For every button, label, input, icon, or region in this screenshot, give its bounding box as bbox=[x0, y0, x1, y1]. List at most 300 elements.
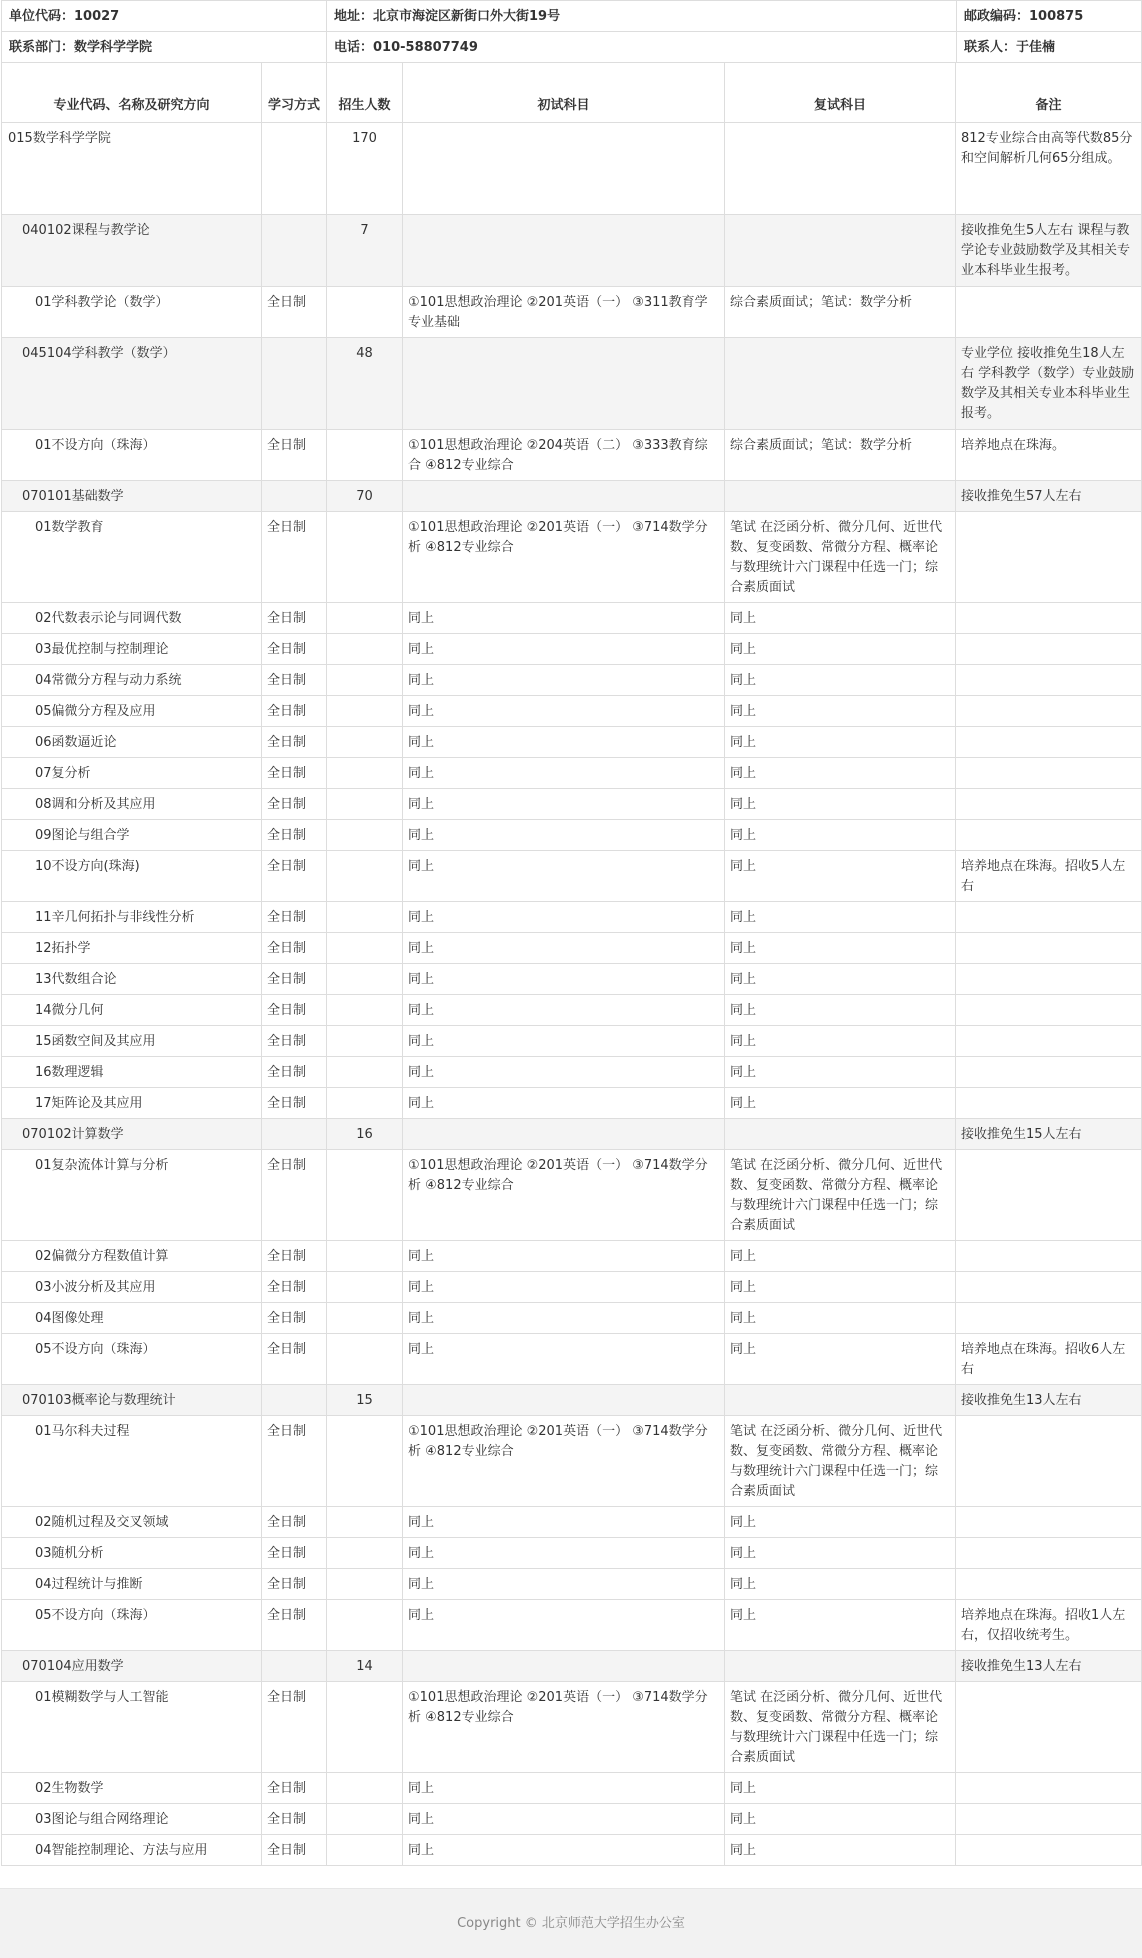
row-note bbox=[956, 902, 1142, 933]
row-study-mode: 全日制 bbox=[262, 789, 327, 820]
row-major-name: 070103概率论与数理统计 bbox=[2, 1385, 262, 1416]
row-note: 接收推免生5人左右 课程与教学论专业鼓励数学及其相关专业本科毕业生报考。 bbox=[956, 215, 1142, 287]
table-row bbox=[2, 1600, 1142, 1651]
row-note bbox=[956, 1682, 1142, 1773]
row-retest bbox=[725, 123, 956, 215]
table-row bbox=[2, 1272, 1142, 1303]
row-retest bbox=[725, 1119, 956, 1150]
row-major-name: 015数学科学学院 bbox=[2, 123, 262, 215]
row-major-name: 07复分析 bbox=[2, 758, 262, 789]
table-row bbox=[2, 789, 1142, 820]
row-enrollment-count: 7 bbox=[327, 215, 403, 287]
row-study-mode: 全日制 bbox=[262, 964, 327, 995]
row-study-mode bbox=[262, 123, 327, 215]
row-note: 接收推免生13人左右 bbox=[956, 1385, 1142, 1416]
row-note bbox=[956, 820, 1142, 851]
table-row bbox=[2, 1538, 1142, 1569]
row-study-mode: 全日制 bbox=[262, 933, 327, 964]
row-study-mode: 全日制 bbox=[262, 1088, 327, 1119]
row-initial-exam: 同上 bbox=[403, 1600, 725, 1651]
unit-info-table bbox=[1, 0, 1142, 63]
row-retest: 同上 bbox=[725, 789, 956, 820]
row-note: 培养地点在珠海。招收6人左右 bbox=[956, 1334, 1142, 1385]
row-enrollment-count bbox=[327, 727, 403, 758]
row-initial-exam: 同上 bbox=[403, 820, 725, 851]
row-enrollment-count bbox=[327, 1507, 403, 1538]
row-major-name: 01不设方向（珠海） bbox=[2, 430, 262, 481]
row-note: 接收推免生15人左右 bbox=[956, 1119, 1142, 1150]
row-study-mode: 全日制 bbox=[262, 665, 327, 696]
row-note bbox=[956, 1241, 1142, 1272]
row-major-name: 04图像处理 bbox=[2, 1303, 262, 1334]
row-initial-exam: 同上 bbox=[403, 1057, 725, 1088]
row-study-mode: 全日制 bbox=[262, 1272, 327, 1303]
row-major-name: 04常微分方程与动力系统 bbox=[2, 665, 262, 696]
table-row bbox=[2, 665, 1142, 696]
row-major-name: 01复杂流体计算与分析 bbox=[2, 1150, 262, 1241]
row-major-name: 16数理逻辑 bbox=[2, 1057, 262, 1088]
row-study-mode: 全日制 bbox=[262, 1303, 327, 1334]
row-study-mode bbox=[262, 215, 327, 287]
row-study-mode bbox=[262, 481, 327, 512]
row-major-name: 11辛几何拓扑与非线性分析 bbox=[2, 902, 262, 933]
row-initial-exam: 同上 bbox=[403, 964, 725, 995]
col-header-count: 招生人数 bbox=[327, 63, 403, 123]
row-major-name: 05不设方向（珠海） bbox=[2, 1334, 262, 1385]
row-enrollment-count bbox=[327, 789, 403, 820]
row-initial-exam: 同上 bbox=[403, 789, 725, 820]
row-retest: 同上 bbox=[725, 1569, 956, 1600]
row-major-name: 02随机过程及交叉领域 bbox=[2, 1507, 262, 1538]
row-retest: 综合素质面试；笔试：数学分析 bbox=[725, 430, 956, 481]
row-enrollment-count: 14 bbox=[327, 1651, 403, 1682]
row-major-name: 070101基础数学 bbox=[2, 481, 262, 512]
row-major-name: 01学科教学论（数学） bbox=[2, 287, 262, 338]
postcode: 邮政编码：100875 bbox=[957, 1, 1142, 32]
row-initial-exam: 同上 bbox=[403, 1241, 725, 1272]
row-study-mode bbox=[262, 1119, 327, 1150]
table-body bbox=[2, 123, 1142, 1866]
row-study-mode: 全日制 bbox=[262, 1773, 327, 1804]
row-major-name: 05不设方向（珠海） bbox=[2, 1600, 262, 1651]
row-enrollment-count bbox=[327, 820, 403, 851]
admission-table bbox=[1, 62, 1142, 1866]
row-study-mode: 全日制 bbox=[262, 1057, 327, 1088]
table-row bbox=[2, 1150, 1142, 1241]
row-retest: 同上 bbox=[725, 995, 956, 1026]
row-initial-exam: 同上 bbox=[403, 603, 725, 634]
row-initial-exam: 同上 bbox=[403, 1088, 725, 1119]
row-retest: 同上 bbox=[725, 1600, 956, 1651]
row-major-name: 15函数空间及其应用 bbox=[2, 1026, 262, 1057]
major-group-row bbox=[2, 215, 1142, 287]
row-study-mode: 全日制 bbox=[262, 1241, 327, 1272]
row-enrollment-count bbox=[327, 1538, 403, 1569]
row-initial-exam bbox=[403, 123, 725, 215]
row-major-name: 03图论与组合网络理论 bbox=[2, 1804, 262, 1835]
row-major-name: 01马尔科夫过程 bbox=[2, 1416, 262, 1507]
unit-code: 单位代码：10027 bbox=[2, 1, 327, 32]
row-note bbox=[956, 634, 1142, 665]
row-study-mode: 全日制 bbox=[262, 1569, 327, 1600]
row-retest bbox=[725, 338, 956, 430]
table-row bbox=[2, 1241, 1142, 1272]
row-study-mode: 全日制 bbox=[262, 634, 327, 665]
footer bbox=[0, 1888, 1142, 1958]
row-initial-exam bbox=[403, 481, 725, 512]
row-note bbox=[956, 512, 1142, 603]
row-major-name: 02代数表示论与同调代数 bbox=[2, 603, 262, 634]
row-initial-exam: 同上 bbox=[403, 902, 725, 933]
row-study-mode: 全日制 bbox=[262, 995, 327, 1026]
row-initial-exam: ①101思想政治理论 ②204英语（二） ③333教育综合 ④812专业综合 bbox=[403, 430, 725, 481]
row-retest: 同上 bbox=[725, 902, 956, 933]
row-study-mode: 全日制 bbox=[262, 1835, 327, 1866]
row-study-mode: 全日制 bbox=[262, 902, 327, 933]
row-note bbox=[956, 1416, 1142, 1507]
row-retest: 同上 bbox=[725, 1026, 956, 1057]
row-note bbox=[956, 964, 1142, 995]
row-enrollment-count bbox=[327, 603, 403, 634]
table-row bbox=[2, 1682, 1142, 1773]
table-row bbox=[2, 603, 1142, 634]
col-header-retest: 复试科目 bbox=[725, 63, 956, 123]
row-enrollment-count: 16 bbox=[327, 1119, 403, 1150]
row-retest: 同上 bbox=[725, 820, 956, 851]
row-initial-exam: 同上 bbox=[403, 634, 725, 665]
row-major-name: 040102课程与教学论 bbox=[2, 215, 262, 287]
row-study-mode: 全日制 bbox=[262, 851, 327, 902]
table-row bbox=[2, 123, 1142, 215]
row-initial-exam: 同上 bbox=[403, 1538, 725, 1569]
major-group-row bbox=[2, 338, 1142, 430]
row-study-mode bbox=[262, 1651, 327, 1682]
phone: 电话：010-58807749 bbox=[327, 32, 957, 63]
row-major-name: 02偏微分方程数值计算 bbox=[2, 1241, 262, 1272]
row-initial-exam: 同上 bbox=[403, 1334, 725, 1385]
major-group-row bbox=[2, 1385, 1142, 1416]
row-enrollment-count bbox=[327, 1303, 403, 1334]
row-note bbox=[956, 1804, 1142, 1835]
row-retest: 同上 bbox=[725, 1835, 956, 1866]
table-row bbox=[2, 1416, 1142, 1507]
row-note: 培养地点在珠海。招收1人左右，仅招收统考生。 bbox=[956, 1600, 1142, 1651]
row-enrollment-count bbox=[327, 1334, 403, 1385]
row-enrollment-count bbox=[327, 902, 403, 933]
row-enrollment-count bbox=[327, 933, 403, 964]
row-initial-exam bbox=[403, 1385, 725, 1416]
row-enrollment-count bbox=[327, 634, 403, 665]
row-initial-exam: ①101思想政治理论 ②201英语（一） ③714数学分析 ④812专业综合 bbox=[403, 1682, 725, 1773]
row-initial-exam: 同上 bbox=[403, 1026, 725, 1057]
row-note bbox=[956, 933, 1142, 964]
row-retest: 综合素质面试；笔试：数学分析 bbox=[725, 287, 956, 338]
row-initial-exam: 同上 bbox=[403, 1569, 725, 1600]
row-initial-exam bbox=[403, 215, 725, 287]
col-header-major: 专业代码、名称及研究方向 bbox=[2, 63, 262, 123]
row-enrollment-count bbox=[327, 1241, 403, 1272]
row-enrollment-count: 170 bbox=[327, 123, 403, 215]
row-major-name: 13代数组合论 bbox=[2, 964, 262, 995]
row-retest: 同上 bbox=[725, 603, 956, 634]
row-note bbox=[956, 696, 1142, 727]
row-retest bbox=[725, 1385, 956, 1416]
table-row bbox=[2, 820, 1142, 851]
row-major-name: 17矩阵论及其应用 bbox=[2, 1088, 262, 1119]
row-initial-exam: 同上 bbox=[403, 696, 725, 727]
row-major-name: 10不设方向(珠海) bbox=[2, 851, 262, 902]
row-note bbox=[956, 1835, 1142, 1866]
table-row bbox=[2, 964, 1142, 995]
row-study-mode: 全日制 bbox=[262, 1538, 327, 1569]
row-enrollment-count bbox=[327, 1804, 403, 1835]
row-retest: 同上 bbox=[725, 964, 956, 995]
row-enrollment-count bbox=[327, 1272, 403, 1303]
row-initial-exam: ①101思想政治理论 ②201英语（一） ③714数学分析 ④812专业综合 bbox=[403, 512, 725, 603]
row-note: 接收推免生13人左右 bbox=[956, 1651, 1142, 1682]
row-enrollment-count bbox=[327, 1835, 403, 1866]
row-major-name: 04过程统计与推断 bbox=[2, 1569, 262, 1600]
row-initial-exam: 同上 bbox=[403, 727, 725, 758]
table-row bbox=[2, 430, 1142, 481]
info-row-1 bbox=[2, 1, 1142, 32]
row-major-name: 12拓扑学 bbox=[2, 933, 262, 964]
table-row bbox=[2, 512, 1142, 603]
row-retest bbox=[725, 481, 956, 512]
row-note bbox=[956, 1150, 1142, 1241]
row-note bbox=[956, 1303, 1142, 1334]
row-enrollment-count bbox=[327, 1682, 403, 1773]
row-note bbox=[956, 665, 1142, 696]
row-study-mode: 全日制 bbox=[262, 1416, 327, 1507]
major-group-row bbox=[2, 481, 1142, 512]
row-note: 接收推免生57人左右 bbox=[956, 481, 1142, 512]
row-enrollment-count bbox=[327, 1600, 403, 1651]
row-initial-exam: ①101思想政治理论 ②201英语（一） ③714数学分析 ④812专业综合 bbox=[403, 1416, 725, 1507]
table-row bbox=[2, 1835, 1142, 1866]
row-note bbox=[956, 1088, 1142, 1119]
table-row bbox=[2, 902, 1142, 933]
row-retest bbox=[725, 215, 956, 287]
row-enrollment-count: 15 bbox=[327, 1385, 403, 1416]
row-initial-exam: 同上 bbox=[403, 665, 725, 696]
row-retest: 笔试 在泛函分析、微分几何、近世代数、复变函数、常微分方程、概率论与数理统计六门课程中任选一门；综合素质面试 bbox=[725, 1682, 956, 1773]
row-retest: 同上 bbox=[725, 696, 956, 727]
table-row bbox=[2, 1026, 1142, 1057]
row-enrollment-count bbox=[327, 964, 403, 995]
row-retest: 同上 bbox=[725, 1507, 956, 1538]
table-row bbox=[2, 1507, 1142, 1538]
row-note bbox=[956, 603, 1142, 634]
row-initial-exam bbox=[403, 338, 725, 430]
row-note bbox=[956, 995, 1142, 1026]
row-note bbox=[956, 1026, 1142, 1057]
row-initial-exam: 同上 bbox=[403, 1773, 725, 1804]
contact-person: 联系人：于佳楠 bbox=[957, 32, 1142, 63]
row-retest: 同上 bbox=[725, 1538, 956, 1569]
table-row bbox=[2, 1773, 1142, 1804]
row-enrollment-count bbox=[327, 430, 403, 481]
table-row bbox=[2, 1569, 1142, 1600]
row-study-mode: 全日制 bbox=[262, 727, 327, 758]
row-enrollment-count: 70 bbox=[327, 481, 403, 512]
row-initial-exam: 同上 bbox=[403, 1804, 725, 1835]
department: 联系部门：数学科学学院 bbox=[2, 32, 327, 63]
row-note bbox=[956, 758, 1142, 789]
row-major-name: 09图论与组合学 bbox=[2, 820, 262, 851]
row-initial-exam: 同上 bbox=[403, 758, 725, 789]
row-major-name: 02生物数学 bbox=[2, 1773, 262, 1804]
row-retest: 同上 bbox=[725, 933, 956, 964]
row-major-name: 03最优控制与控制理论 bbox=[2, 634, 262, 665]
col-header-note: 备注 bbox=[956, 63, 1142, 123]
major-group-row bbox=[2, 1119, 1142, 1150]
row-retest: 同上 bbox=[725, 1088, 956, 1119]
row-major-name: 070102计算数学 bbox=[2, 1119, 262, 1150]
row-major-name: 03随机分析 bbox=[2, 1538, 262, 1569]
row-study-mode: 全日制 bbox=[262, 287, 327, 338]
row-enrollment-count bbox=[327, 1088, 403, 1119]
row-note bbox=[956, 789, 1142, 820]
row-retest: 同上 bbox=[725, 1241, 956, 1272]
row-study-mode: 全日制 bbox=[262, 1600, 327, 1651]
row-retest: 笔试 在泛函分析、微分几何、近世代数、复变函数、常微分方程、概率论与数理统计六门课程中任选一门；综合素质面试 bbox=[725, 1150, 956, 1241]
table-row bbox=[2, 727, 1142, 758]
table-row bbox=[2, 696, 1142, 727]
row-study-mode: 全日制 bbox=[262, 1334, 327, 1385]
row-major-name: 08调和分析及其应用 bbox=[2, 789, 262, 820]
row-note bbox=[956, 1272, 1142, 1303]
major-group-row bbox=[2, 1651, 1142, 1682]
row-retest: 同上 bbox=[725, 634, 956, 665]
row-note bbox=[956, 1057, 1142, 1088]
row-initial-exam: 同上 bbox=[403, 995, 725, 1026]
row-major-name: 14微分几何 bbox=[2, 995, 262, 1026]
row-major-name: 06函数逼近论 bbox=[2, 727, 262, 758]
row-study-mode bbox=[262, 338, 327, 430]
row-major-name: 03小波分析及其应用 bbox=[2, 1272, 262, 1303]
row-initial-exam bbox=[403, 1651, 725, 1682]
row-initial-exam: 同上 bbox=[403, 1272, 725, 1303]
row-enrollment-count bbox=[327, 696, 403, 727]
row-note bbox=[956, 1507, 1142, 1538]
row-major-name: 01模糊数学与人工智能 bbox=[2, 1682, 262, 1773]
row-retest: 同上 bbox=[725, 727, 956, 758]
row-enrollment-count bbox=[327, 1569, 403, 1600]
row-enrollment-count bbox=[327, 287, 403, 338]
row-study-mode: 全日制 bbox=[262, 696, 327, 727]
row-study-mode: 全日制 bbox=[262, 1026, 327, 1057]
row-initial-exam: 同上 bbox=[403, 1835, 725, 1866]
table-row bbox=[2, 995, 1142, 1026]
row-retest: 同上 bbox=[725, 1773, 956, 1804]
address: 地址：北京市海淀区新街口外大街19号 bbox=[327, 1, 957, 32]
row-enrollment-count bbox=[327, 512, 403, 603]
table-row bbox=[2, 1088, 1142, 1119]
table-row bbox=[2, 1057, 1142, 1088]
row-note: 专业学位 接收推免生18人左右 学科教学（数学）专业鼓励数学及其相关专业本科毕业生报考。 bbox=[956, 338, 1142, 430]
table-row bbox=[2, 634, 1142, 665]
row-study-mode: 全日制 bbox=[262, 430, 327, 481]
row-initial-exam: ①101思想政治理论 ②201英语（一） ③311教育学专业基础 bbox=[403, 287, 725, 338]
row-enrollment-count bbox=[327, 995, 403, 1026]
row-retest: 同上 bbox=[725, 851, 956, 902]
row-initial-exam: ①101思想政治理论 ②201英语（一） ③714数学分析 ④812专业综合 bbox=[403, 1150, 725, 1241]
row-enrollment-count bbox=[327, 1773, 403, 1804]
table-row bbox=[2, 1804, 1142, 1835]
row-note bbox=[956, 1569, 1142, 1600]
row-study-mode: 全日制 bbox=[262, 603, 327, 634]
row-retest: 同上 bbox=[725, 758, 956, 789]
row-initial-exam: 同上 bbox=[403, 851, 725, 902]
row-initial-exam: 同上 bbox=[403, 1507, 725, 1538]
table-row bbox=[2, 287, 1142, 338]
row-major-name: 05偏微分方程及应用 bbox=[2, 696, 262, 727]
table-header-row bbox=[2, 63, 1142, 123]
table-row bbox=[2, 758, 1142, 789]
row-study-mode: 全日制 bbox=[262, 758, 327, 789]
col-header-exam: 初试科目 bbox=[403, 63, 725, 123]
row-study-mode: 全日制 bbox=[262, 1150, 327, 1241]
table-row bbox=[2, 1303, 1142, 1334]
copyright-text: Copyright © 北京师范大学招生办公室 bbox=[457, 1916, 685, 1931]
row-note bbox=[956, 727, 1142, 758]
row-note: 培养地点在珠海。招收5人左右 bbox=[956, 851, 1142, 902]
row-major-name: 070104应用数学 bbox=[2, 1651, 262, 1682]
row-retest: 同上 bbox=[725, 1303, 956, 1334]
row-retest: 笔试 在泛函分析、微分几何、近世代数、复变函数、常微分方程、概率论与数理统计六门课程中任选一门；综合素质面试 bbox=[725, 512, 956, 603]
row-retest: 同上 bbox=[725, 1057, 956, 1088]
row-enrollment-count bbox=[327, 1026, 403, 1057]
row-study-mode: 全日制 bbox=[262, 512, 327, 603]
row-retest: 同上 bbox=[725, 1272, 956, 1303]
row-major-name: 045104学科教学（数学） bbox=[2, 338, 262, 430]
table-row bbox=[2, 933, 1142, 964]
row-initial-exam bbox=[403, 1119, 725, 1150]
row-study-mode bbox=[262, 1385, 327, 1416]
row-initial-exam: 同上 bbox=[403, 933, 725, 964]
row-major-name: 01数学教育 bbox=[2, 512, 262, 603]
row-note: 培养地点在珠海。 bbox=[956, 430, 1142, 481]
row-enrollment-count bbox=[327, 1150, 403, 1241]
table-row bbox=[2, 1334, 1142, 1385]
row-enrollment-count bbox=[327, 1057, 403, 1088]
row-note bbox=[956, 287, 1142, 338]
col-header-mode: 学习方式 bbox=[262, 63, 327, 123]
row-enrollment-count bbox=[327, 1416, 403, 1507]
row-major-name: 04智能控制理论、方法与应用 bbox=[2, 1835, 262, 1866]
row-note: 812专业综合由高等代数85分和空间解析几何65分组成。 bbox=[956, 123, 1142, 215]
table-row bbox=[2, 851, 1142, 902]
row-note bbox=[956, 1773, 1142, 1804]
row-retest: 笔试 在泛函分析、微分几何、近世代数、复变函数、常微分方程、概率论与数理统计六门课程中任选一门；综合素质面试 bbox=[725, 1416, 956, 1507]
row-retest: 同上 bbox=[725, 1804, 956, 1835]
row-enrollment-count: 48 bbox=[327, 338, 403, 430]
row-note bbox=[956, 1538, 1142, 1569]
row-study-mode: 全日制 bbox=[262, 1682, 327, 1773]
row-retest bbox=[725, 1651, 956, 1682]
info-row-2 bbox=[2, 32, 1142, 63]
row-retest: 同上 bbox=[725, 1334, 956, 1385]
row-study-mode: 全日制 bbox=[262, 820, 327, 851]
row-enrollment-count bbox=[327, 665, 403, 696]
row-retest: 同上 bbox=[725, 665, 956, 696]
row-initial-exam: 同上 bbox=[403, 1303, 725, 1334]
row-enrollment-count bbox=[327, 758, 403, 789]
row-study-mode: 全日制 bbox=[262, 1804, 327, 1835]
row-study-mode: 全日制 bbox=[262, 1507, 327, 1538]
row-enrollment-count bbox=[327, 851, 403, 902]
